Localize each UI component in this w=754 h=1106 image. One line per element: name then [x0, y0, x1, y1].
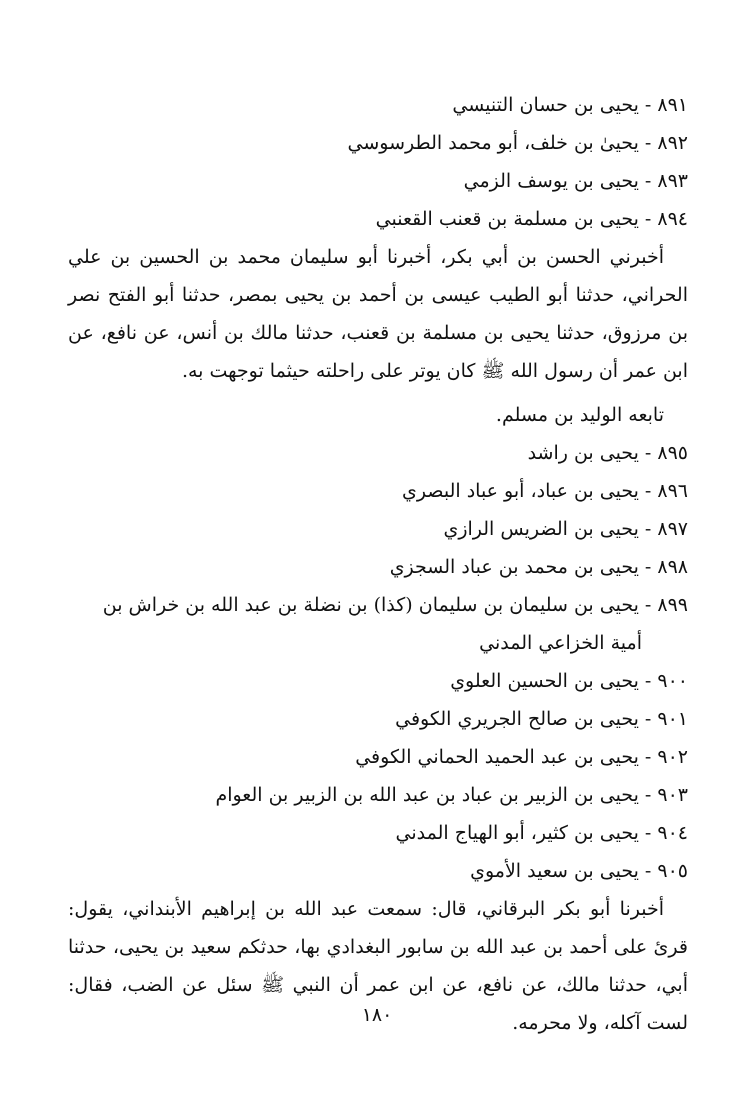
entry-903: ٩٠٣ - يحيى بن الزبير بن عباد بن عبد الله بن الزبير بن العوام — [215, 784, 688, 806]
entry-899-line-1: ٨٩٩ - يحيى بن سليمان بن سليمان (كذا) بن نضلة بن عبد الله بن خراش بن — [102, 594, 688, 616]
entry-904: ٩٠٤ - يحيى بن كثير، أبو الهياج المدني — [395, 822, 688, 844]
entry-list-b — [68, 434, 688, 586]
entry-895: ٨٩٥ - يحيى بن راشد — [527, 442, 688, 464]
follow-up-note: تابعه الوليد بن مسلم. — [495, 404, 664, 426]
entry-905: ٩٠٥ - يحيى بن سعيد الأموي — [470, 860, 688, 882]
hadith-paragraph-2: أخبرنا أبو بكر البرقاني، قال: سمعت عبد الله بن إبراهيم الأبنداني، يقول: قرئ على أحمد بن عبد الله بن سابور البغدادي بها، حدثكم سعيد بن يحيى، حدثنا أبي، حدثنا مالك، عن نافع، عن ابن عمر أن النبي ﷺ سئل عن الضب، فقال: لست آكله، ولا محرمه. — [68, 898, 688, 1034]
entry-892: ٨٩٢ - يحيىٰ بن خلف، أبو محمد الطرسوسي — [347, 132, 688, 154]
entry-901: ٩٠١ - يحيى بن صالح الجريري الكوفي — [395, 708, 688, 730]
entry-897: ٨٩٧ - يحيى بن الضريس الرازي — [443, 518, 688, 540]
entry-891: ٨٩١ - يحيى بن حسان التنيسي — [452, 94, 688, 116]
entry-902: ٩٠٢ - يحيى بن عبد الحميد الحماني الكوفي — [355, 746, 688, 768]
entry-list-a — [68, 86, 688, 238]
entry-899 — [68, 586, 688, 662]
entry-893: ٨٩٣ - يحيى بن يوسف الزمي — [463, 170, 688, 192]
entry-899-line-2: أمية الخزاعي المدني — [479, 632, 642, 654]
entry-894: ٨٩٤ - يحيى بن مسلمة بن قعنب القعنبي — [375, 208, 688, 230]
hadith-paragraph-1: أخبرني الحسن بن أبي بكر، أخبرنا أبو سليمان محمد بن الحسين بن علي الحراني، حدثنا أبو الطيب عيسى بن أحمد بن يحيى بمصر، حدثنا أبو الفتح نصر بن مرزوق، حدثنا يحيى بن مسلمة بن قعنب، حدثنا مالك بن أنس، عن نافع، عن ابن عمر أن رسول الله ﷺ كان يوتر على راحلته حيثما توجهت به. — [68, 246, 688, 382]
entry-900: ٩٠٠ - يحيى بن الحسين العلوي — [450, 670, 688, 692]
document-page — [68, 86, 688, 1042]
entry-896: ٨٩٦ - يحيى بن عباد، أبو عباد البصري — [402, 480, 688, 502]
entry-list-c — [68, 662, 688, 890]
page-number: ١٨٠ — [361, 1004, 393, 1026]
entry-898: ٨٩٨ - يحيى بن محمد بن عباد السجزي — [389, 556, 688, 578]
